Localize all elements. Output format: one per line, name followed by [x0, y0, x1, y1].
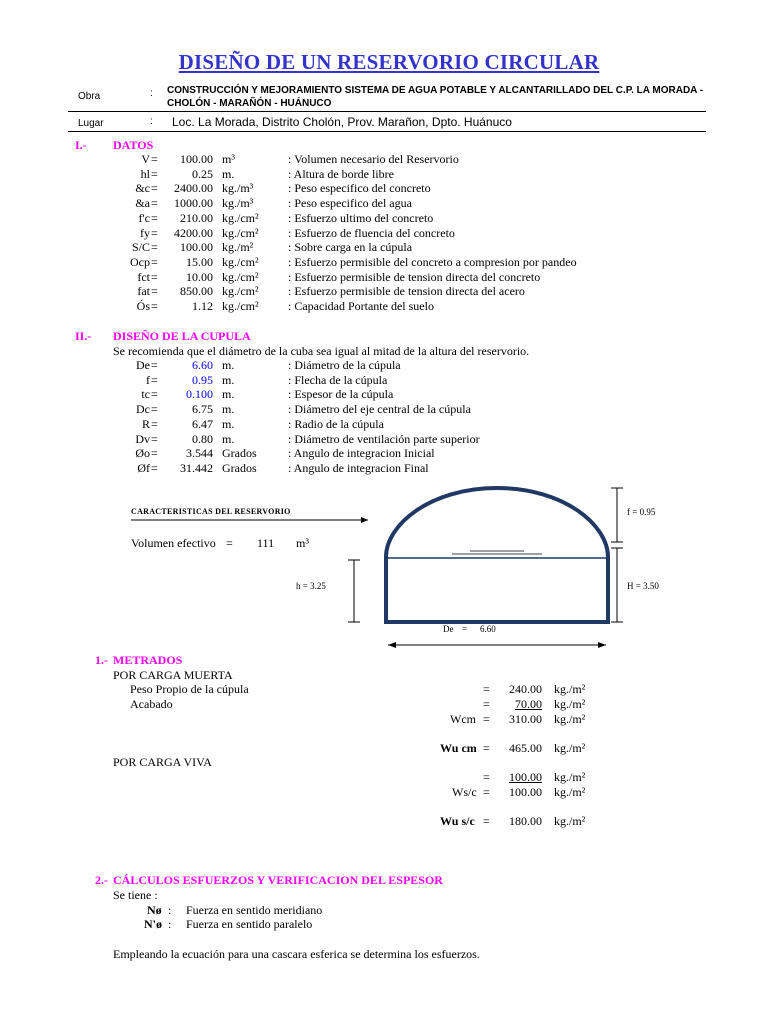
value: 31.442	[180, 460, 213, 475]
unit: kg./m²	[554, 712, 586, 726]
unit: kg./m²	[554, 770, 586, 784]
equals: =	[151, 460, 158, 475]
unit: kg./cm²	[222, 254, 259, 269]
symbol: fct	[137, 269, 150, 284]
unit: m.	[222, 358, 235, 372]
description: : Diámetro de la cúpula	[288, 358, 401, 372]
symbol: Ocp	[130, 254, 150, 269]
value: 1000.00	[174, 196, 213, 211]
lugar-text: Loc. La Morada, Distrito Cholón, Prov. Marañon, Dpto. Huánuco	[172, 115, 512, 129]
wsc-value: 100.00	[509, 785, 542, 799]
value: 3.544	[186, 446, 213, 461]
equals: =	[151, 269, 158, 284]
description: : Esfuerzo permisible de tension directa del concreto	[288, 269, 541, 284]
colon: :	[168, 903, 172, 917]
equals: =	[151, 166, 158, 181]
description: : Flecha de la cúpula	[288, 372, 388, 387]
unit: m.	[222, 416, 235, 431]
symbol: V	[141, 152, 150, 166]
value: 1.12	[192, 299, 213, 313]
unit: kg./m³	[222, 181, 254, 196]
symbol: Øo	[135, 446, 150, 461]
viva-value: 100.00	[509, 770, 542, 784]
value: 6.47	[192, 416, 213, 431]
cupula-intro: Se recomienda que el diámetro de la cuba sea igual al mitad de la altura del reservorio.	[113, 344, 530, 358]
unit: kg./cm²	[222, 225, 259, 240]
value: 15.00	[186, 254, 213, 269]
value: 100.00	[180, 152, 213, 166]
obra-colon: :	[150, 88, 153, 99]
peso-label: Peso Propio de la cúpula	[130, 682, 249, 696]
unit: kg./m²	[554, 682, 586, 696]
n-prime-phi-symbol: N'ø	[144, 917, 162, 931]
H-label: H = 3.50	[627, 581, 659, 591]
symbol: Dc	[136, 402, 150, 417]
eq: =	[483, 741, 490, 755]
equals: =	[151, 431, 158, 446]
equals: =	[151, 446, 158, 461]
symbol: f'c	[138, 210, 150, 225]
unit: m.	[222, 372, 235, 387]
acabado-value: 70.00	[515, 697, 542, 711]
description: : Angulo de integracion Final	[288, 460, 429, 475]
unit: kg./m²	[554, 697, 586, 711]
value: 6.60	[192, 358, 213, 372]
section-number: 1.-	[95, 653, 108, 667]
equals: =	[151, 225, 158, 240]
symbol: R	[141, 416, 150, 431]
section-title: DISEÑO DE LA CUPULA	[113, 329, 251, 343]
description: : Sobre carga en la cúpula	[288, 240, 413, 255]
symbol: S/C	[131, 240, 150, 255]
unit: kg./cm²	[222, 284, 259, 299]
symbol: f	[146, 372, 150, 387]
symbol: tc	[141, 387, 150, 402]
section-number: 2.-	[95, 873, 108, 887]
acabado-label: Acabado	[130, 697, 173, 711]
f-label: f = 0.95	[627, 507, 656, 517]
eq: =	[483, 770, 490, 784]
description: : Esfuerzo de fluencia del concreto	[288, 225, 455, 240]
de-eq: =	[462, 624, 468, 634]
section-title: CÁLCULOS ESFUERZOS Y VERIFICACION DEL ESPESOR	[113, 873, 443, 887]
unit: kg./cm²	[222, 210, 259, 225]
vol-eq: =	[226, 536, 233, 550]
section-number: II.-	[75, 329, 92, 343]
symbol: &a	[135, 196, 150, 211]
section-title: METRADOS	[113, 653, 183, 667]
eq: =	[483, 682, 490, 696]
unit: m.	[222, 166, 235, 181]
section-number: I.-	[75, 138, 87, 152]
eq: =	[483, 814, 490, 828]
unit: kg./m²	[554, 785, 586, 799]
value: 0.80	[192, 431, 213, 446]
symbol: Dv	[135, 431, 150, 446]
eq: =	[483, 712, 490, 726]
description: : Altura de borde libre	[288, 166, 394, 181]
description: : Radio de la cúpula	[288, 416, 384, 431]
description: : Diámetro de ventilación parte superior	[288, 431, 480, 446]
wsc-label: Ws/c	[452, 785, 477, 799]
h-label: h = 3.25	[296, 581, 326, 591]
wusc-label: Wu s/c	[440, 814, 475, 828]
value: 2400.00	[174, 181, 213, 196]
unit: kg./m²	[554, 814, 586, 828]
value: 0.25	[192, 166, 213, 181]
symbol: fat	[137, 284, 150, 299]
vol-unit: m³	[296, 536, 309, 550]
unit: m³	[222, 152, 235, 166]
description: : Espesor de la cúpula	[288, 387, 394, 402]
symbol: &c	[135, 181, 150, 196]
value: 850.00	[180, 284, 213, 299]
lugar-colon: :	[150, 116, 153, 127]
de-label: De	[443, 624, 454, 634]
wcm-value: 310.00	[509, 712, 542, 726]
unit: Grados	[222, 460, 257, 475]
wusc-value: 180.00	[509, 814, 542, 828]
n-phi-symbol: Nø	[147, 903, 162, 917]
description: : Esfuerzo permisible de tension directa del acero	[288, 284, 525, 299]
equals: =	[151, 299, 158, 313]
eq: =	[483, 697, 490, 711]
colon: :	[168, 917, 172, 931]
description: : Peso especifico del agua	[288, 196, 412, 211]
page-title: DISEÑO DE UN RESERVORIO CIRCULAR	[178, 50, 600, 74]
unit: kg./m²	[554, 741, 586, 755]
se-tiene: Se tiene :	[113, 888, 158, 902]
wucm-label: Wu cm	[440, 741, 477, 755]
equals: =	[151, 152, 158, 166]
unit: kg./cm²	[222, 269, 259, 284]
unit: m.	[222, 431, 235, 446]
equals: =	[151, 240, 158, 255]
symbol: fy	[140, 225, 150, 240]
value: 10.00	[186, 269, 213, 284]
wucm-value: 465.00	[509, 741, 542, 755]
tank-outline	[386, 488, 608, 622]
description: : Angulo de integracion Inicial	[288, 446, 435, 461]
description: : Peso especifico del concreto	[288, 181, 431, 196]
n-phi-desc: Fuerza en sentido meridiano	[186, 903, 323, 917]
equals: =	[151, 210, 158, 225]
obra-label: Obra	[78, 91, 101, 102]
equals: =	[151, 387, 158, 402]
equals: =	[151, 196, 158, 211]
symbol: hl	[140, 166, 150, 181]
empleando-text: Empleando la ecuación para una cascara esferica se determina los esfuerzos.	[113, 947, 480, 961]
symbol: Øf	[137, 460, 150, 475]
peso-value: 240.00	[509, 682, 542, 696]
de-value: 6.60	[480, 624, 496, 634]
equals: =	[151, 402, 158, 417]
equals: =	[151, 358, 158, 372]
equals: =	[151, 416, 158, 431]
vol-label: Volumen efectivo	[131, 536, 216, 550]
value: 6.75	[192, 402, 213, 417]
unit: m.	[222, 402, 235, 417]
value: 210.00	[180, 210, 213, 225]
equals: =	[151, 254, 158, 269]
value: 100.00	[180, 240, 213, 255]
equals: =	[151, 181, 158, 196]
vol-value: 111	[257, 536, 275, 550]
unit: kg./m³	[222, 196, 254, 211]
description: : Volumen necesario del Reservorio	[288, 152, 459, 166]
lugar-label: Lugar	[78, 118, 104, 129]
symbol: Ós	[136, 299, 150, 313]
carga-muerta-title: POR CARGA MUERTA	[113, 668, 233, 682]
obra-text: CONSTRUCCIÓN Y MEJORAMIENTO SISTEMA DE AGUA POTABLE Y ALCANTARILLADO DEL C.P. LA MORADA - CHOLÓN - MARAÑÓN - HUÁNUCO	[167, 85, 704, 109]
n-prime-phi-desc: Fuerza en sentido paralelo	[186, 917, 313, 931]
description: : Esfuerzo ultimo del concreto	[288, 210, 434, 225]
unit: m.	[222, 387, 235, 402]
description: : Capacidad Portante del suelo	[288, 299, 434, 313]
eq: =	[483, 785, 490, 799]
equals: =	[151, 284, 158, 299]
description: : Diámetro del eje central de la cúpula	[288, 402, 471, 417]
description: : Esfuerzo permisible del concreto a compresion por pandeo	[288, 254, 577, 269]
value: 4200.00	[174, 225, 213, 240]
value: 0.95	[192, 372, 213, 387]
unit: kg./cm²	[222, 299, 259, 313]
unit: Grados	[222, 446, 257, 461]
section-title: DATOS	[113, 138, 154, 152]
carga-viva-title: POR CARGA VIVA	[113, 755, 212, 769]
wcm-label: Wcm	[450, 712, 476, 726]
value: 0.100	[186, 387, 213, 402]
diagram-caption: CARACTERISTICAS DEL RESERVORIO	[131, 507, 291, 516]
equals: =	[151, 372, 158, 387]
unit: kg./m²	[222, 240, 254, 255]
symbol: De	[136, 358, 150, 372]
